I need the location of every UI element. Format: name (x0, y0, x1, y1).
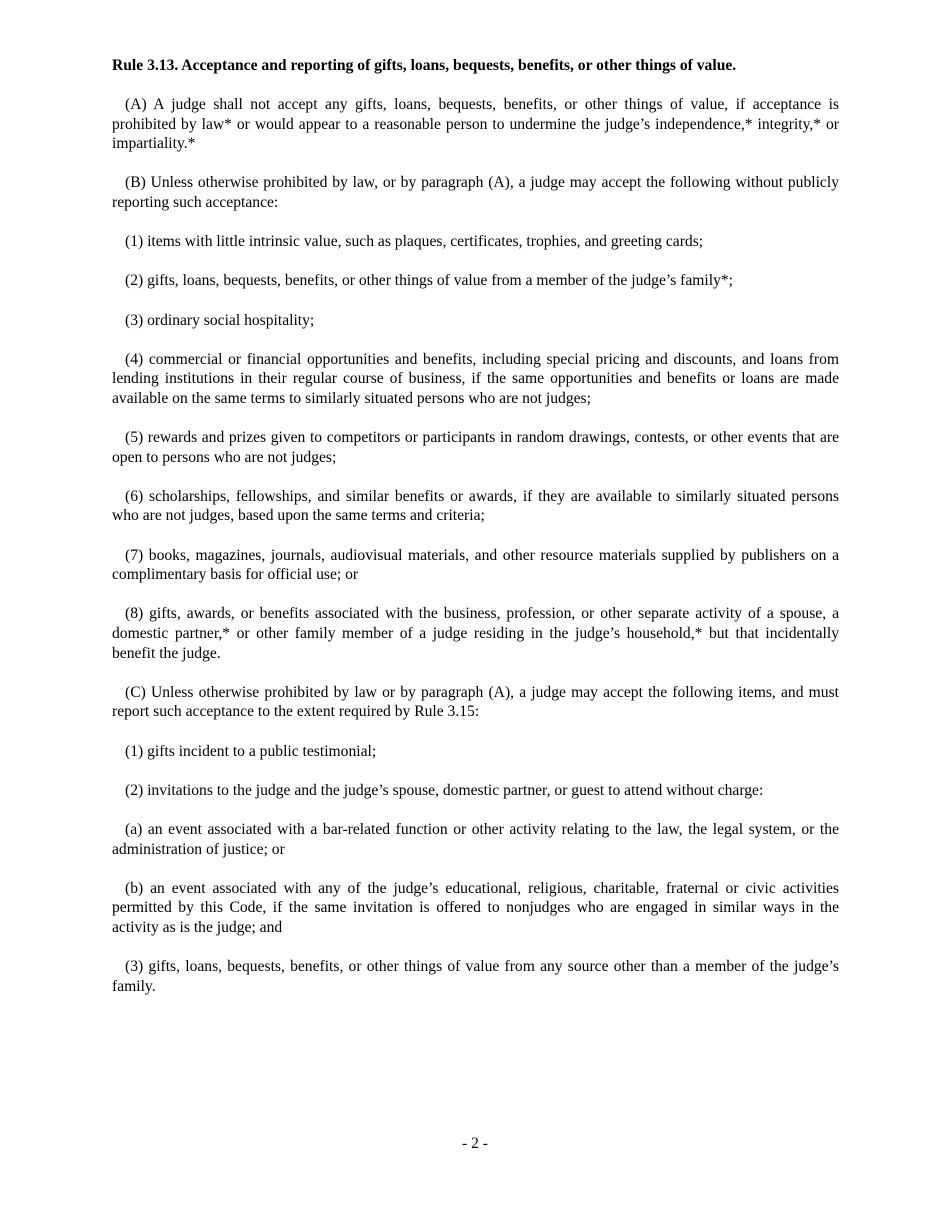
paragraph-b: (B) Unless otherwise prohibited by law, or by paragraph (A), a judge may accept the following without publicly reporting such acceptance: (112, 174, 839, 211)
paragraph-c-2-a: (a) an event associated with a bar-related function or other activity relating to the law, the legal system, or the administration of justice; or (112, 820, 839, 858)
paragraph-a: (A) A judge shall not accept any gifts, loans, bequests, benefits, or other things of value, if acceptance is prohibited by law* or would appear to a reasonable person to undermine the judge’s independence,* integrity,* or impartiality.* (112, 96, 839, 153)
rule-heading: Rule 3.13. Acceptance and reporting of gifts, loans, bequests, benefits, or other things of value. (112, 57, 737, 74)
page-number: - 2 - (462, 1135, 488, 1152)
paragraph-c-2: (2) invitations to the judge and the judge’s spouse, domestic partner, or guest to attend without charge: (125, 781, 764, 799)
paragraph-b-5: (5) rewards and prizes given to competitors or participants in random drawings, contests, or other events that are open to persons who are not judges; (112, 429, 839, 466)
paragraph-b-2: (2) gifts, loans, bequests, benefits, or other things of value from a member of the judge’s family*; (125, 272, 734, 290)
paragraph-b-1: (1) items with little intrinsic value, such as plaques, certificates, trophies, and greeting cards; (125, 233, 704, 251)
paragraph-b-6: (6) scholarships, fellowships, and similar benefits or awards, if they are available to similarly situated persons who are not judges, based upon the same terms and criteria; (112, 487, 839, 525)
document-page (112, 56, 839, 1016)
paragraph-b-3: (3) ordinary social hospitality; (125, 311, 315, 329)
paragraph-c-2-b: (b) an event associated with any of the judge’s educational, religious, charitable, fraternal or civic activities permitted by this Code, if the same invitation is offered to nonjudges who are engaged in similar ways in the activity as is the judge; and (112, 879, 839, 936)
paragraph-b-4: (4) commercial or financial opportunities and benefits, including special pricing and discounts, and loans from lending institutions in their regular course of business, if the same opportunities and benefits or loans are made available on the same terms to similarly situated persons who are not judges; (112, 350, 839, 407)
paragraph-c-1: (1) gifts incident to a public testimonial; (125, 742, 377, 760)
paragraph-c-3: (3) gifts, loans, bequests, benefits, or other things of value from any source other than a member of the judge’s family. (112, 958, 839, 995)
paragraph-c: (C) Unless otherwise prohibited by law or by paragraph (A), a judge may accept the following items, and must report such acceptance to the extent required by Rule 3.15: (112, 683, 839, 721)
paragraph-b-7: (7) books, magazines, journals, audiovisual materials, and other resource materials supplied by publishers on a complimentary basis for official use; or (112, 546, 839, 584)
paragraph-b-8: (8) gifts, awards, or benefits associated with the business, profession, or other separate activity of a spouse, a domestic partner,* or other family member of a judge residing in the judge’s household,* but that incidentally benefit the judge. (112, 605, 839, 662)
